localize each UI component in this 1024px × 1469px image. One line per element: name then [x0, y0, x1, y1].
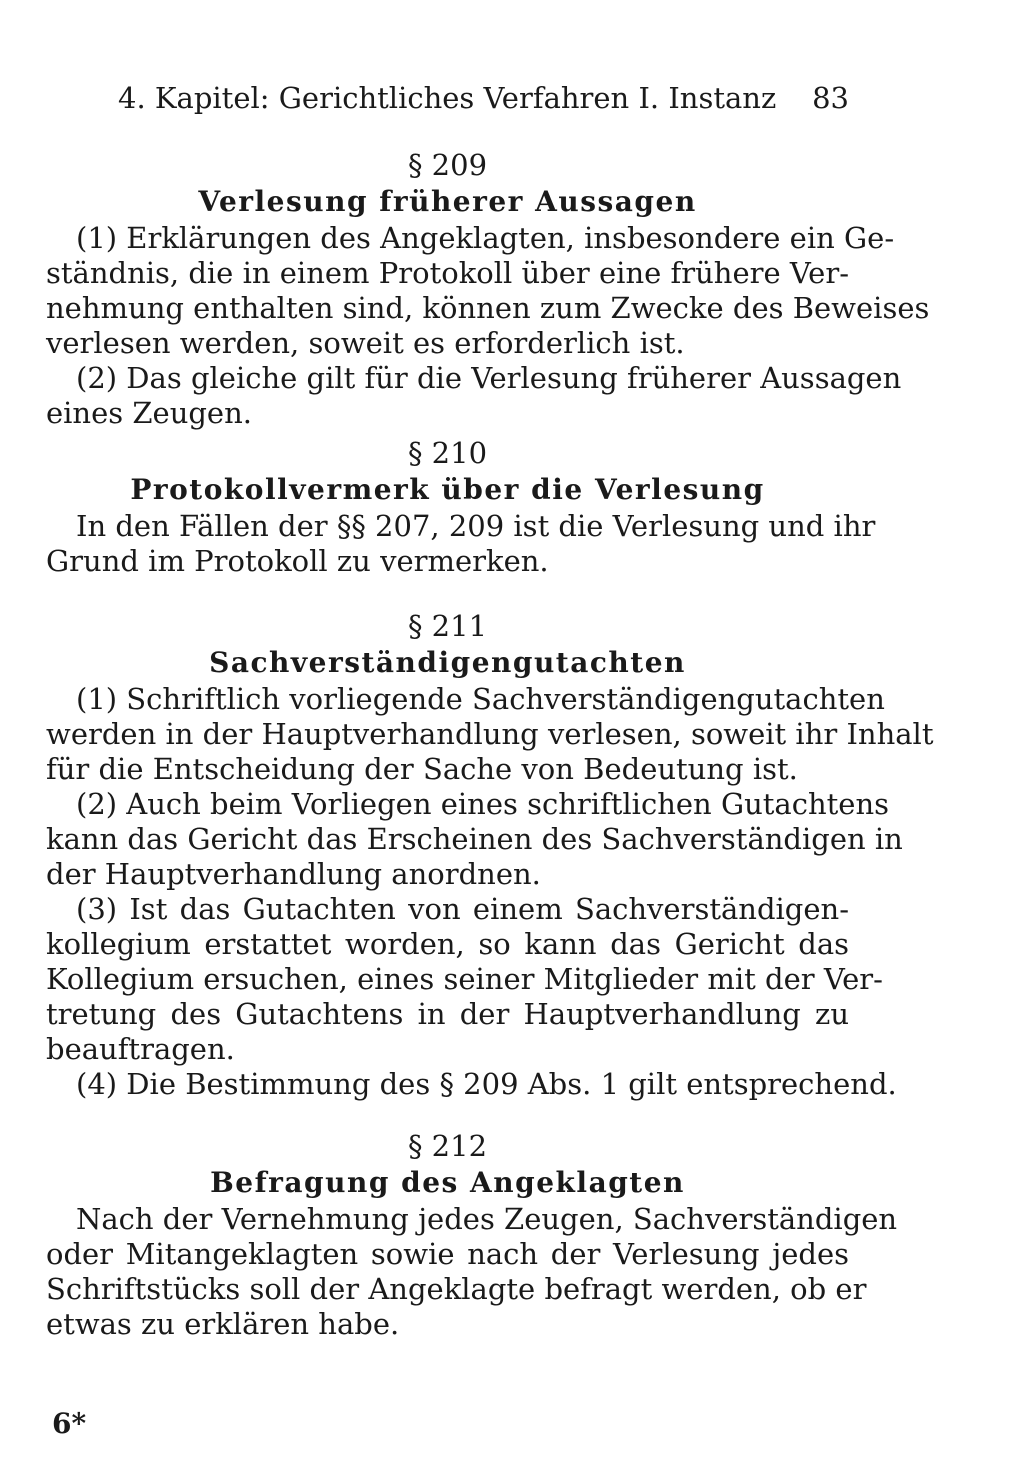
text-line: (2) Auch beim Vorliegen eines schriftlichen Gutachtens [76, 787, 890, 821]
text-line: tretung des Gutachtens in der Hauptverhandlung zu [46, 997, 849, 1031]
section-heading: Verlesung früherer Aussagen [198, 185, 697, 218]
text-line: der Hauptverhandlung anordnen. [46, 857, 541, 891]
section-210 [46, 435, 876, 579]
text-line: Grund im Protokoll zu vermerken. [46, 544, 549, 578]
text-line: eines Zeugen. [46, 396, 252, 430]
text-line: Nach der Vernehmung jedes Zeugen, Sachverständigen [76, 1202, 898, 1236]
text-line: Schriftstücks soll der Angeklagte befragt werden, ob er [46, 1272, 867, 1306]
section-number: § 209 [407, 148, 488, 182]
text-line: oder Mitangeklagten sowie nach der Verlesung jedes [46, 1237, 849, 1271]
text-line: nehmung enthalten sind, können zum Zwecke des Beweises [46, 291, 930, 325]
text-line: (4) Die Bestimmung des § 209 Abs. 1 gilt entsprechend. [76, 1067, 897, 1101]
section-212 [46, 1128, 898, 1342]
text-line: (1) Schriftlich vorliegende Sachverständigengutachten [76, 682, 885, 716]
text-line: verlesen werden, soweit es erforderlich ist. [46, 326, 685, 360]
section-heading: Sachverständigengutachten [209, 646, 686, 679]
text-line: beauftragen. [46, 1032, 235, 1066]
text-line: ständnis, die in einem Protokoll über eine frühere Ver- [46, 256, 849, 290]
running-head [118, 78, 849, 118]
text-line: für die Entscheidung der Sache von Bedeutung ist. [46, 752, 798, 786]
text-line: (3) Ist das Gutachten von einem Sachverständigen- [76, 892, 849, 926]
text-line: etwas zu erklären habe. [46, 1307, 400, 1341]
section-number: § 210 [407, 436, 488, 470]
text-line: Kollegium ersuchen, eines seiner Mitglieder mit der Ver- [46, 962, 883, 996]
text-line: (2) Das gleiche gilt für die Verlesung früherer Aussagen [76, 361, 902, 395]
section-heading: Protokollvermerk über die Verlesung [130, 473, 765, 506]
section-209 [46, 147, 930, 431]
text-line: In den Fällen der §§ 207, 209 ist die Verlesung und ihr [76, 509, 876, 543]
text-line: kann das Gericht das Erscheinen des Sachverständigen in [46, 822, 903, 856]
section-heading: Befragung des Angeklagten [210, 1166, 685, 1199]
signature-mark: 6* [52, 1407, 87, 1440]
section-number: § 212 [407, 1129, 488, 1163]
text-line: werden in der Hauptverhandlung verlesen, soweit ihr Inhalt [46, 717, 934, 751]
text-line: kollegium erstattet worden, so kann das Gericht das [46, 927, 849, 961]
text-line: (1) Erklärungen des Angeklagten, insbesondere ein Ge- [76, 221, 895, 255]
section-211 [46, 608, 934, 1102]
chapter-title: 4. Kapitel: Gerichtliches Verfahren I. Instanz [118, 81, 777, 115]
section-number: § 211 [407, 609, 488, 643]
page-number: 83 [812, 81, 849, 115]
